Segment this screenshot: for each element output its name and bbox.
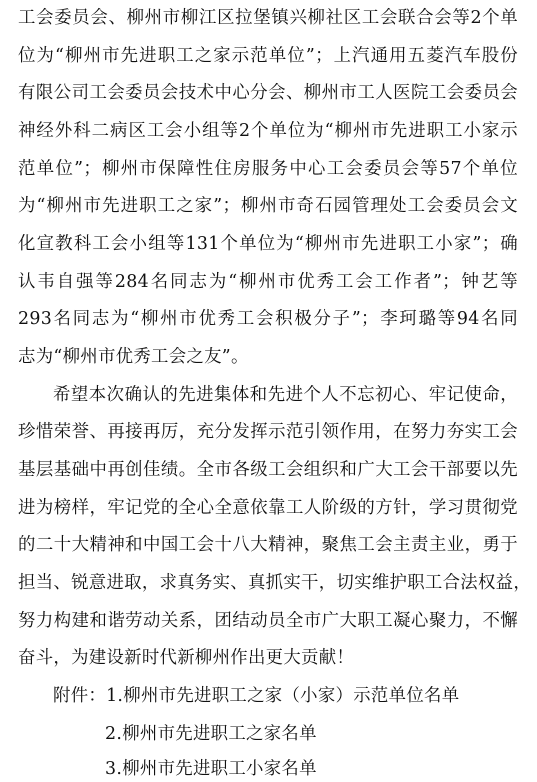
paragraph-1-line-4: 神经外科二病区工会小组等2个单位为“柳州市先进职工小家示 [18,121,518,141]
paragraph-2-line-6: 担当、锐意进取，求真务实、真抓实干，切实维护职工合法权益， [18,573,532,593]
paragraph-2-line-4: 进为榜样，牢记党的全心全意依靠工人阶级的方针，学习贯彻党 [18,498,518,518]
paragraph-2-line-2: 珍惜荣誉、再接再厉，充分发挥示范引领作用，在努力夯实工会 [18,422,518,442]
paragraph-2-line-8: 奋斗，为建设新时代新柳州作出更大贡献！ [18,648,355,668]
paragraph-2-line-3: 基层基础中再创佳绩。全市各级工会组织和广大工会干部要以先 [18,460,518,480]
paragraph-1-line-10: 志为“柳州市优秀工会之友”。 [18,347,249,367]
attachments-line-3: 3.柳州市先进职工小家名单 [105,759,317,779]
paragraph-1-line-6: 为“柳州市先进职工之家”；柳州市奇石园管理处工会委员会文 [18,196,518,216]
paragraph-1-line-8: 认韦自强等284名同志为“柳州市优秀工会工作者”；钟艺等 [18,272,518,292]
paragraph-2-line-1: 希望本次确认的先进集体和先进个人不忘初心、牢记使命， [53,385,518,405]
paragraph-1-line-1: 工会委员会、柳州市柳江区拉堡镇兴柳社区工会联合会等2个单 [18,8,518,28]
paragraph-2-line-5: 的二十大精神和中国工会十八大精神，聚焦工会主责主业，勇于 [18,535,518,555]
attachments-line-2: 2.柳州市先进职工之家名单 [105,724,317,744]
paragraph-2-line-7: 努力构建和谐劳动关系，团结动员全市广大职工凝心聚力，不懈 [18,611,518,631]
paragraph-1-line-9: 293名同志为“柳州市优秀工会积极分子”；李珂璐等94名同 [18,309,518,329]
paragraph-1-line-7: 化宣教科工会小组等131个单位为“柳州市先进职工小家”；确 [18,234,518,254]
attachments-line-1: 附件：1.柳州市先进职工之家（小家）示范单位名单 [53,686,460,706]
paragraph-1-line-2: 位为“柳州市先进职工之家示范单位”；上汽通用五菱汽车股份 [18,46,518,66]
paragraph-1-line-5: 范单位”；柳州市保障性住房服务中心工会委员会等57个单位 [18,159,518,179]
paragraph-1-line-3: 有限公司工会委员会技术中心分会、柳州市工人医院工会委员会 [18,83,518,103]
